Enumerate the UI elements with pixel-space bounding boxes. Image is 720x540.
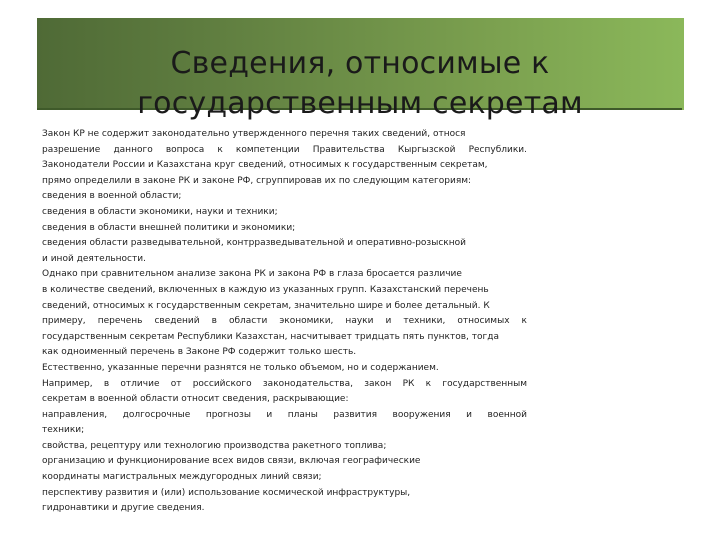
body-line: секретам в военной области относит сведения, раскрывающие: [42, 394, 349, 405]
body-line: прямо определили в законе РК и законе РФ, сгруппировав их по следующим категориям: [42, 175, 472, 186]
body-line: государственным секретам Республики Казахстан, насчитывает тридцать пять пунктов, тогда [42, 331, 499, 342]
body-line: в количестве сведений, включенных в каждую из указанных групп. Казахстанский перечень [42, 284, 489, 295]
body-line: разрешение данного вопроса к компетенции Правительства Кыргызской Республики. [42, 144, 527, 155]
body-line: техники; [42, 425, 85, 436]
body-line: сведения в военной области; [42, 191, 182, 202]
body-line: сведения в области внешней политики и экономики; [42, 222, 296, 233]
body-line: Естественно, указанные перечни разнятся не только объемом, но и содержанием. [42, 362, 439, 373]
body-line: перспективу развития и (или) использование космической инфраструктуры, [42, 487, 411, 498]
body-line: сведений, относимых к государственным секретам, значительно шире и более детальный. К [42, 300, 490, 311]
slide-title-line-2: государственным секретам [137, 86, 583, 122]
body-line: организацию и функционирование всех видов связи, включая географические [42, 456, 421, 467]
slide-title-line-1: Сведения, относимые к [170, 46, 550, 82]
body-line: сведения в области экономики, науки и техники; [42, 206, 278, 217]
body-line: Однако при сравнительном анализе закона РК и закона РФ в глаза бросается различие [42, 269, 462, 280]
body-line: как одноименный перечень в Законе РФ содержит только шесть. [42, 347, 357, 358]
body-line: сведения области разведывательной, контрразведывательной и оперативно-розыскной [42, 238, 466, 249]
body-line: примеру, перечень сведений в области экономики, науки и техники, относимых к [42, 316, 527, 327]
slide-title [60, 44, 660, 124]
body-line: Например, в отличие от российского законодательства, закон РК к государственным [42, 378, 527, 389]
body-line: и иной деятельности. [42, 253, 146, 264]
body-line: Законодатели России и Казахстана круг сведений, относимых к государственным секретам, [42, 160, 488, 171]
body-line: координаты магистральных междугородных линий связи; [42, 472, 322, 483]
body-line: свойства, рецептуру или технологию производства ракетного топлива; [42, 440, 387, 451]
body-line: гидронавтики и другие сведения. [42, 503, 205, 514]
body-line: направления, долгосрочные прогнозы и планы развития вооружения и военной [42, 409, 527, 420]
slide-body [42, 127, 527, 517]
body-line: Закон КР не содержит законодательно утвержденного перечня таких сведений, относя [42, 129, 466, 139]
